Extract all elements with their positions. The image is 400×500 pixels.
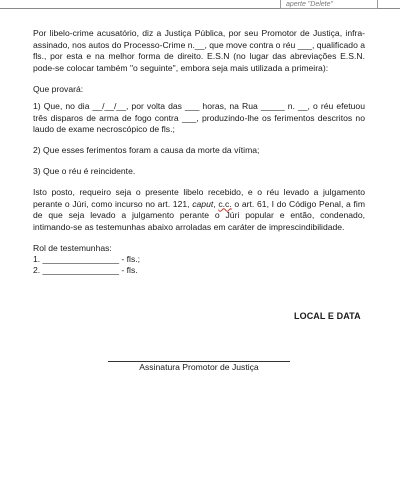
closing-text-part2: o art. 61, I do Código Penal, a fim de que seja levado a julgamento perante o Júri popular e então, condenado, intimando-se as testemunhas abaixo arroladas em caráter de imprescindibilidade. [33, 198, 365, 232]
cc-text: c.c. [218, 198, 232, 209]
local-and-date: LOCAL E DATA [294, 311, 361, 321]
witness-line-1: 1. ________________ - fls.; [33, 254, 141, 264]
delete-hint-box: aperte "Delete" [280, 0, 378, 9]
caput-text: caput [192, 198, 214, 209]
item-1-paragraph: 1) Que, no dia __/__/__, por volta das ___ horas, na Rua _____ n. __, o réu efetuou três disparos de arma de fogo contra ___, produzindo-lhe os ferimentos descritos no laudo de exame necroscópico de fls.; [33, 101, 365, 135]
intro-paragraph: Por libelo-crime acusatório, diz a Justiça Pública, por seu Promotor de Justiça, infra-assinado, nos autos do Processo-Crime n.__, que move contra o réu ___, qualificado a fls., por esta e na melhor forma de direito. E.S.N (no lugar das abreviações E.S.N. pode-se colocar também "o seguinte", embora seja mais utilizada a primeira): [33, 28, 366, 73]
provara-heading: Que provará: [33, 84, 84, 94]
closing-separator: , [213, 198, 219, 209]
signature-label: Assinatura Promotor de Justiça [139, 362, 259, 372]
item-2-paragraph: 2) Que esses ferimentos foram a causa da morte da vítima; [33, 145, 260, 155]
witness-line-2: 2. ________________ - fls. [33, 265, 138, 275]
closing-paragraph [33, 187, 365, 233]
closing-text-part1: Isto posto, requeiro seja o presente libelo recebido, e o réu levado a julgamento perante o Júri, como incurso no art. 121, [33, 187, 365, 209]
item-3-paragraph: 3) Que o réu é reincidente. [33, 166, 136, 176]
witness-list-title: Rol de testemunhas: [33, 243, 112, 253]
